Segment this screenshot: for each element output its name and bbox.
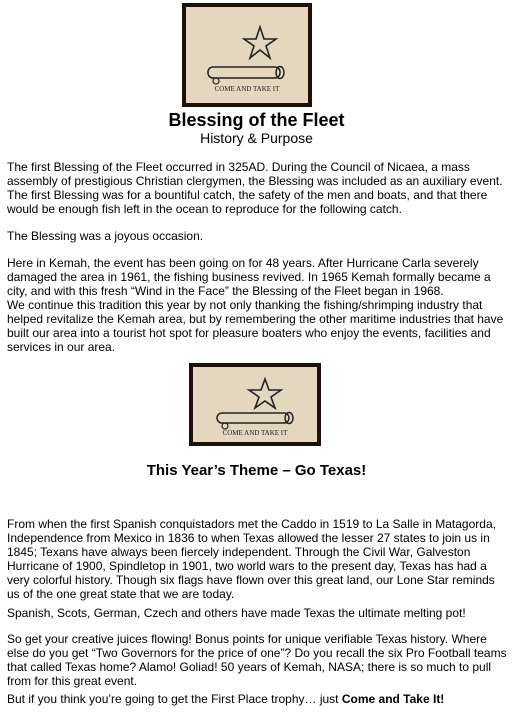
come-and-take-it-flag-image-2 xyxy=(189,363,321,446)
theme-paragraph-1: From when the first Spanish conquistadors met the Caddo in 1519 to La Salle in Matagorda, Independence from Mexico in 1836 to when Texas allowed the lesser 27 states to join us in 1845; Texans have always been fiercely independent. Through the Civil War, Galveston Hurricane of 1900, Spindletop in 1901, two world wars to the present day, Texas has had a very colorful history. Though six flags have flown over this great land, our Lone Star reminds us of the one great state that we are today. xyxy=(7,517,496,601)
flag-caption: COME AND TAKE IT xyxy=(214,85,280,93)
flag-emblem xyxy=(186,7,308,103)
flag-emblem-2 xyxy=(193,367,317,442)
page-title: Blessing of the Fleet xyxy=(168,110,345,130)
history-paragraph-2: The Blessing was a joyous occasion. xyxy=(7,229,204,243)
closing-line xyxy=(7,692,509,706)
theme-heading: This Year’s Theme – Go Texas! xyxy=(146,462,367,479)
theme-paragraph-2: Spanish, Scots, German, Czech and others have made Texas the ultimate melting pot! xyxy=(7,606,466,620)
closing-lead: But if you think you’re going to get the First Place trophy… just xyxy=(7,692,342,706)
history-paragraph-1: The first Blessing of the Fleet occurred in 325AD. During the Council of Nicaea, a mass assembly of prestigious Christian clergymen, the Blessing was included as an auxiliary event. The first Blessing was for a bountiful catch, the safety of the men and boats, and that there would be enough fish left in the ocean to reproduce for the following catch. xyxy=(7,160,503,216)
page-subtitle: History & Purpose xyxy=(200,130,313,146)
come-and-take-it-flag-image xyxy=(182,3,312,107)
closing-emphasis: Come and Take It! xyxy=(341,692,445,706)
history-paragraph-4: We continue this tradition this year by not only thanking the fishing/shrimping industry that helped revitalize the Kemah area, but by remembering the other maritime industries that have built our area into a tourist hot spot for pleasure boaters who enjoy the events, facilities and services in our area. xyxy=(7,298,504,354)
theme-paragraph-3: So get your creative juices flowing! Bonus points for unique verifiable Texas history. Where else do you get “Two Governors for the price of one”? Do you recall the six Pro Football teams that called Texas home? Alamo! Goliad! 50 years of Kemah, NASA; there is so much to pull from for this great event. xyxy=(7,632,507,688)
history-paragraph-3: Here in Kemah, the event has been going on for 48 years. After Hurricane Carla severely damaged the area in 1961, the fishing business revived. In 1965 Kemah formally became a city, and with this fresh “Wind in the Face” the Blessing of the Fleet began in 1968. xyxy=(7,256,491,298)
flag-caption-2: COME AND TAKE IT xyxy=(222,429,288,437)
